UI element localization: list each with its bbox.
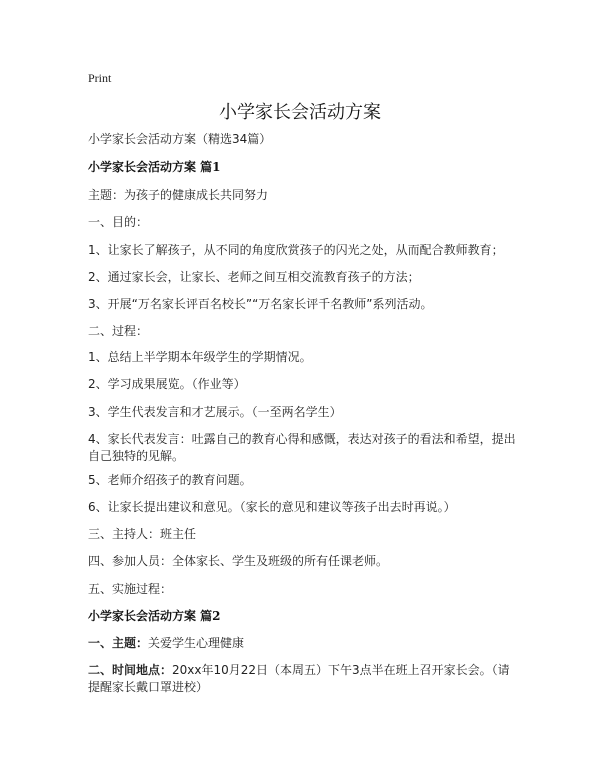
purpose-item: 3、开展“万名家长评百名校长”“万名家长评千名教师”系列活动。 <box>88 297 433 311</box>
theme-2-label: 一、主题： <box>88 636 149 650</box>
process-item: 5、老师介绍孩子的教育问题。 <box>88 473 252 487</box>
process-item: 4、家长代表发言：吐露自己的教育心得和感慨，表达对孩子的看法和希望，提出自己独特的见解。 <box>88 432 516 463</box>
time-location-line <box>88 662 518 696</box>
process-item: 3、学生代表发言和才艺展示。（一至两名学生） <box>88 405 342 419</box>
implementation-line: 五、实施过程： <box>88 582 173 596</box>
section-heading-1: 小学家长会活动方案 篇1 <box>88 160 221 174</box>
time-location-label: 二、时间地点： <box>88 663 173 677</box>
process-heading: 二、过程： <box>88 324 149 338</box>
process-item: 6、让家长提出建议和意见。（家长的意见和建议等孩子出去时再说。） <box>88 500 456 514</box>
time-location-value: 20xx年10月22日（本周五）下午3点半在班上召开家长会。（请提醒家长戴口罩进校） <box>88 663 510 694</box>
process-item: 2、学习成果展览。（作业等） <box>88 377 246 391</box>
theme-line: 主题：为孩子的健康成长共同努力 <box>88 188 269 202</box>
purpose-item: 2、通过家长会，让家长、老师之间互相交流教育孩子的方法； <box>88 270 420 284</box>
print-label[interactable]: Print <box>88 71 112 85</box>
document-subtitle: 小学家长会活动方案（精选34篇） <box>88 132 272 146</box>
page-title: 小学家长会活动方案 <box>219 102 381 123</box>
purpose-item: 1、让家长了解孩子，从不同的角度欣赏孩子的闪光之处，从而配合教师教育； <box>88 243 504 257</box>
theme-2-line <box>88 635 518 652</box>
participants-line: 四、参加人员：全体家长、学生及班级的所有任课老师。 <box>88 554 389 568</box>
section-heading-2: 小学家长会活动方案 篇2 <box>88 609 221 623</box>
host-line: 三、主持人：班主任 <box>88 527 197 541</box>
process-item: 1、总结上半学期本年级学生的学期情况。 <box>88 350 312 364</box>
theme-2-value: 关爱学生心理健康 <box>148 636 245 650</box>
purpose-heading: 一、目的： <box>88 215 149 229</box>
